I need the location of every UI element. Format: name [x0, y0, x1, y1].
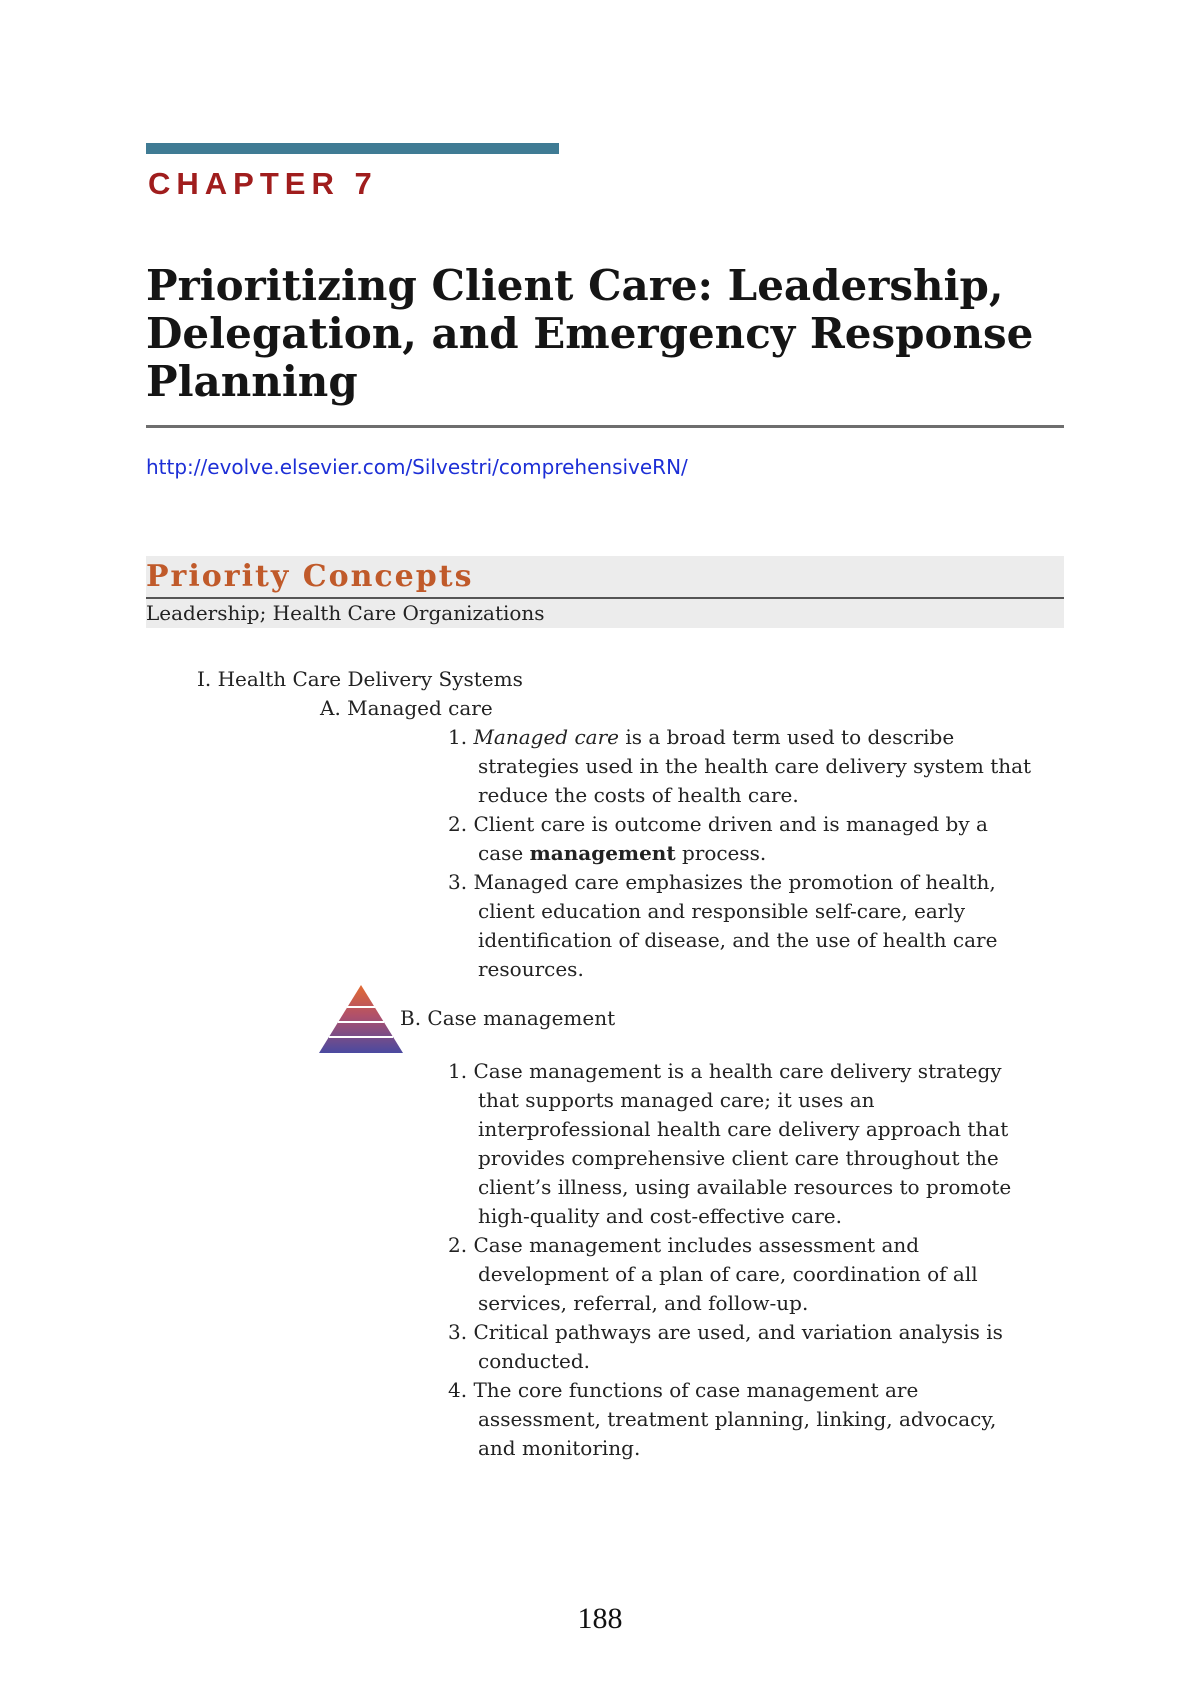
- outline-B-item-2-line-2: development of a plan of care, coordination of all: [478, 1262, 978, 1286]
- outline-section-I: I. Health Care Delivery Systems: [197, 667, 523, 691]
- outline-B-item-1: 1. Case management is a health care delivery strategy: [448, 1059, 1002, 1083]
- outline-B-item-3: 3. Critical pathways are used, and variation analysis is: [448, 1320, 1003, 1344]
- priority-pyramid-icon: [317, 983, 405, 1055]
- item-number: 1.: [448, 725, 468, 749]
- outline-B-item-3-line-2: conducted.: [478, 1349, 591, 1373]
- outline-B-heading: B. Case management: [400, 1006, 616, 1030]
- managed-care-term: Managed care: [473, 725, 619, 749]
- outline-A-item-3-line-3: identification of disease, and the use of health care: [478, 928, 998, 952]
- outline-B-item-1-line-3: interprofessional health care delivery approach that: [478, 1117, 1009, 1141]
- outline-B-item-2: 2. Case management includes assessment and: [448, 1233, 920, 1257]
- outline-B-item-1-line-5: client’s illness, using available resources to promote: [478, 1175, 1012, 1199]
- outline-B-item-2-line-3: services, referral, and follow-up.: [478, 1291, 809, 1315]
- outline-A-item-3-line-4: resources.: [478, 957, 584, 981]
- outline-A-item-1-line-3: reduce the costs of health care.: [478, 783, 799, 807]
- outline-A-item-3-line-2: client education and responsible self-care, early: [478, 899, 966, 923]
- chapter-title-line-1: Prioritizing Client Care: Leadership,: [146, 261, 1004, 310]
- chapter-title: [146, 262, 1076, 406]
- outline-B-item-4: 4. The core functions of case management are: [448, 1378, 919, 1402]
- outline-B-item-4-line-2: assessment, treatment planning, linking, advocacy,: [478, 1407, 997, 1431]
- outline-A-item-1: [448, 723, 954, 752]
- outline-B-item-1-line-6: high-quality and cost-effective care.: [478, 1204, 842, 1228]
- priority-concepts-heading: Priority Concepts: [146, 559, 474, 594]
- item-text: case: [478, 841, 530, 865]
- outline-A-item-3: 3. Managed care emphasizes the promotion of health,: [448, 870, 996, 894]
- item-text: process.: [675, 841, 767, 865]
- priority-concepts-divider: [146, 597, 1064, 599]
- chapter-label: CHAPTER 7: [148, 166, 378, 201]
- outline-B-item-4-line-3: and monitoring.: [478, 1436, 641, 1460]
- outline-B-item-1-line-4: provides comprehensive client care throughout the: [478, 1146, 999, 1170]
- outline-A-item-2: 2. Client care is outcome driven and is managed by a: [448, 812, 988, 836]
- priority-concepts-text: Leadership; Health Care Organizations: [146, 601, 545, 625]
- page-number: 188: [577, 1602, 623, 1635]
- outline-A-item-1-line-2: strategies used in the health care delivery system that: [478, 754, 1032, 778]
- outline-A-item-2-line-2: [478, 839, 766, 868]
- outline-A-heading: A. Managed care: [320, 696, 493, 720]
- evolve-link[interactable]: http://evolve.elsevier.com/Silvestri/comprehensiveRN/: [146, 455, 688, 479]
- chapter-top-bar: [146, 143, 559, 154]
- item-text: is a broad term used to describe: [618, 725, 955, 749]
- outline-B-item-1-line-2: that supports managed care; it uses an: [478, 1088, 875, 1112]
- chapter-title-line-3: Planning: [146, 357, 358, 406]
- title-divider: [146, 425, 1064, 428]
- management-bold: management: [529, 841, 676, 865]
- chapter-title-line-2: Delegation, and Emergency Response: [146, 309, 1034, 358]
